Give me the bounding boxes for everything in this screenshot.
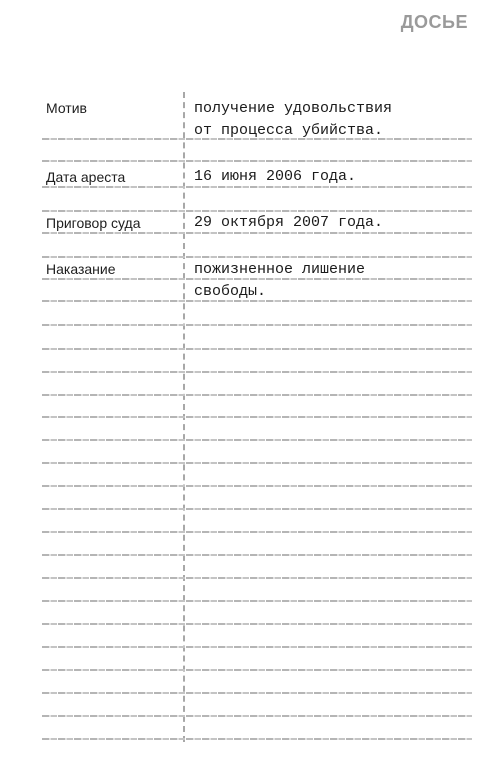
ruled-line bbox=[42, 348, 472, 350]
ruled-line bbox=[42, 531, 472, 533]
ruled-line bbox=[42, 600, 472, 602]
ruled-line bbox=[42, 324, 472, 326]
verdict-value: 29 октября 2007 года. bbox=[194, 214, 384, 231]
motive-value-line-2: от процесса убийства. bbox=[194, 122, 384, 139]
ruled-line bbox=[42, 416, 472, 418]
dossier-form bbox=[42, 0, 472, 759]
ruled-line bbox=[42, 439, 472, 441]
motive-label: Мотив bbox=[46, 100, 87, 116]
ruled-line bbox=[42, 738, 472, 740]
arrest-date-value: 16 июня 2006 года. bbox=[194, 168, 357, 185]
motive-value-line-1: получение удовольствия bbox=[194, 100, 393, 117]
arrest-date-label: Дата ареста bbox=[46, 169, 126, 185]
punishment-value-line-1: пожизненное лишение bbox=[194, 261, 366, 278]
ruled-line bbox=[42, 623, 472, 625]
ruled-line bbox=[42, 462, 472, 464]
ruled-line bbox=[42, 646, 472, 648]
ruled-line bbox=[42, 577, 472, 579]
ruled-line bbox=[42, 371, 472, 373]
ruled-line bbox=[42, 715, 472, 717]
ruled-line bbox=[42, 669, 472, 671]
ruled-line bbox=[42, 554, 472, 556]
ruled-line bbox=[42, 508, 472, 510]
ruled-line bbox=[42, 692, 472, 694]
ruled-line bbox=[42, 256, 472, 258]
verdict-label: Приговор суда bbox=[46, 215, 141, 231]
punishment-label: Наказание bbox=[46, 261, 116, 277]
dossier-tag: ДОСЬЕ bbox=[400, 12, 468, 32]
ruled-line bbox=[42, 160, 472, 162]
ruled-line bbox=[42, 485, 472, 487]
ruled-line bbox=[42, 394, 472, 396]
punishment-value-line-2: свободы. bbox=[194, 283, 267, 300]
